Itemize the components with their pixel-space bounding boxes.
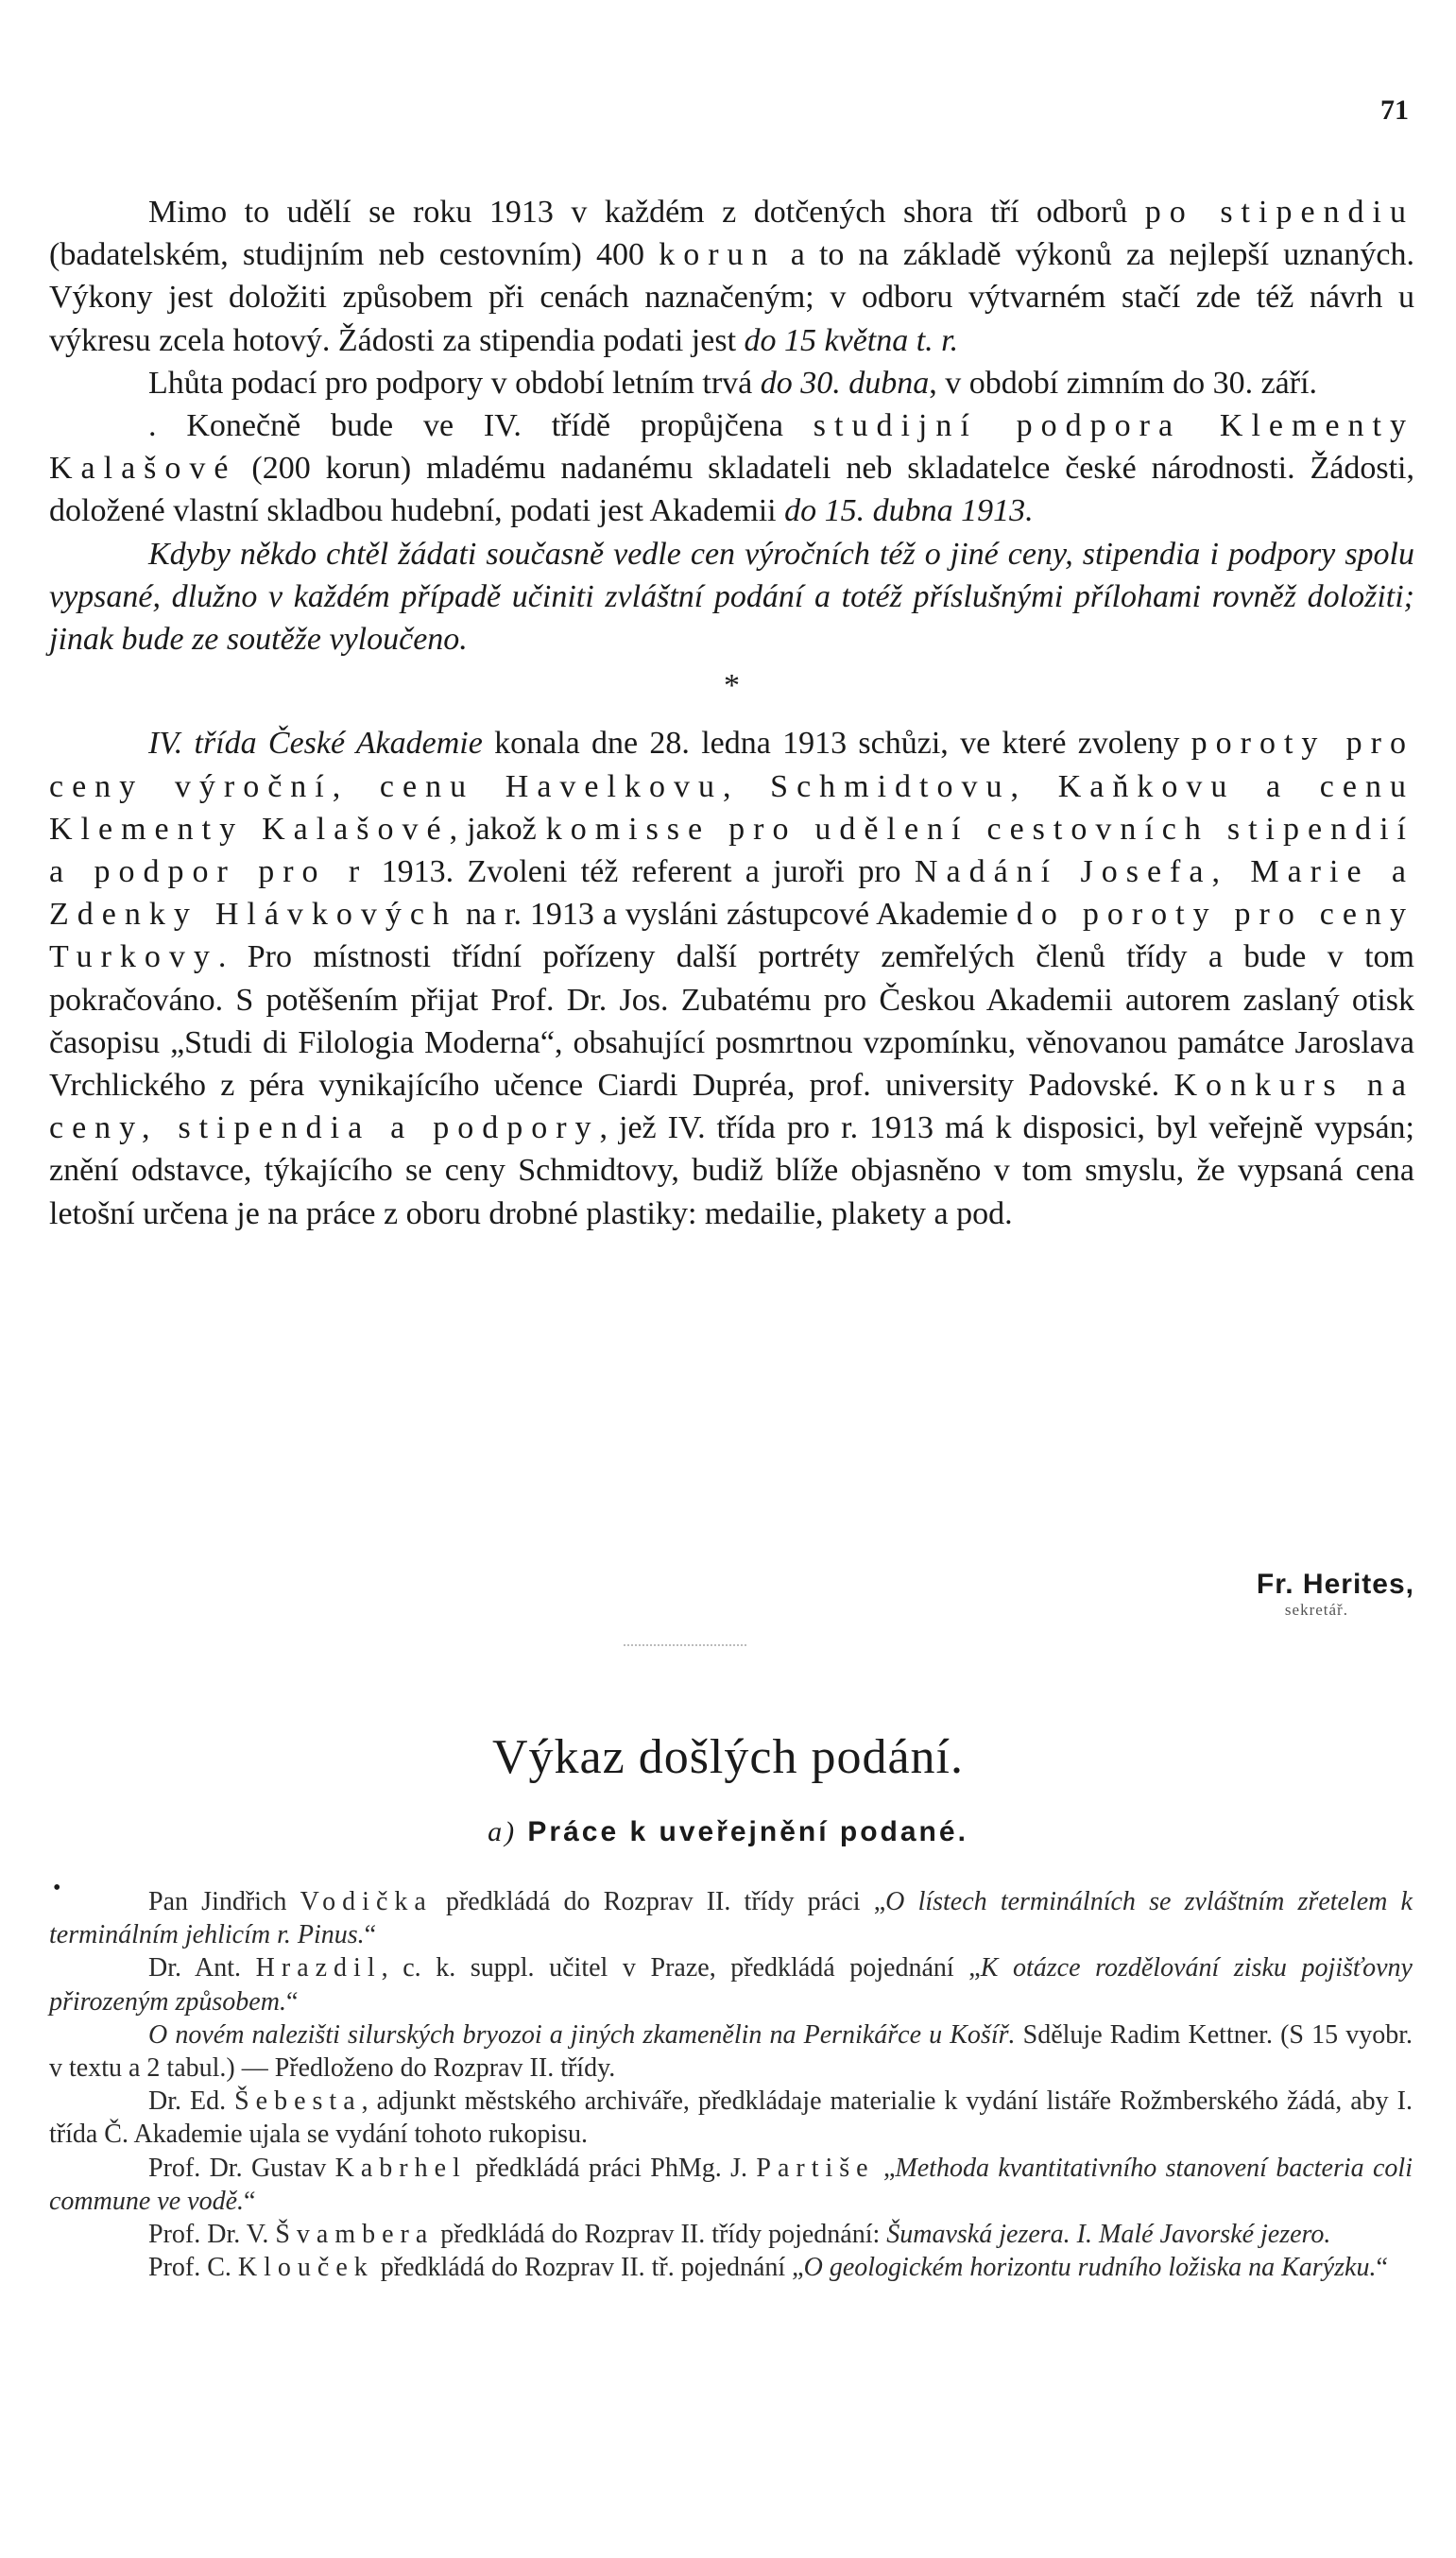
text-span: “ <box>244 2186 256 2216</box>
bullet-dot: • <box>53 1876 61 1900</box>
italic-text: K otázce rozdělování zisku pojišťovny přirozeným způsobem. <box>49 1953 1413 2017</box>
paragraph-stipendium <box>49 191 1414 362</box>
text-span: , v období zimním do 30. září. <box>929 365 1318 401</box>
report-entry <box>49 2085 1413 2151</box>
spaced-text: po stipendiu <box>1144 195 1414 230</box>
text-span: 1913. Zvoleni též referent a juroři pro <box>368 854 915 890</box>
text-span: Lhůta podací pro podpory v období letním trvá <box>148 365 761 401</box>
text-span: Prof. Dr. V. <box>148 2220 276 2250</box>
text-span: „ <box>874 2153 896 2183</box>
italic-text: Kdyby někdo chtěl žádati současně vedle cen výročních též o jiné ceny, stipendia i podpory spolu vypsané, dlužno v každém případě učiniti zvláštní podání a totéž příslušnými přílohami rovněž doložiti; jinak bude ze soutěže vyloučeno. <box>49 536 1414 658</box>
paragraph-study-support <box>49 404 1414 533</box>
announcement-section <box>49 191 1414 1235</box>
italic-text: do 30. dubna <box>760 365 930 401</box>
signature-role: sekretář. <box>1284 1601 1348 1619</box>
report-heading: Výkaz došlých podání. <box>491 1730 964 1784</box>
spaced-text: Hrazdil <box>255 1953 382 1983</box>
text-span: předkládá do Rozprav II. třídy pojednání: <box>434 2220 887 2250</box>
text-span: , adjunkt městského archiváře, předkládaje materialie k vydání listáře Rožmberského žádá, aby I. třída Č. Akademie ujala se vydání tohoto rukopisu. <box>49 2086 1413 2150</box>
text-span: Prof. Dr. Gustav <box>148 2153 335 2183</box>
text-span: (200 korun) mladému nadanému skladateli neb skladatelce české národnosti. Žádosti, doložené vlastní skladbou hudební, podati jest Akademii <box>49 451 1414 529</box>
italic-text: O novém nalezišti silurských bryozoi a jiných zkamenělin na Pernikářce u Košíř. <box>148 2019 1016 2050</box>
spaced-text: Švambera <box>275 2220 435 2250</box>
italic-text: do 15. dubna 1913. <box>784 493 1034 529</box>
report-entry <box>49 2152 1413 2218</box>
text-span: “ <box>1376 2253 1388 2283</box>
report-entries <box>49 1885 1413 2284</box>
subheading-text: Práce k uveřejnění podané. <box>517 1816 968 1847</box>
report-entry <box>49 2018 1413 2085</box>
paragraph-class-meeting <box>49 722 1414 1234</box>
text-span: konala dne 28. ledna 1913 schůzi, ve které zvoleny <box>482 726 1191 762</box>
section-star-separator: * <box>724 668 740 704</box>
text-span: , jakož <box>449 811 546 847</box>
italic-text: Šumavská jezera. I. Malé Javorské jezero. <box>886 2220 1331 2250</box>
spaced-text: korun <box>659 237 777 273</box>
text-span: , jež IV. třída pro r. 1913 má k disposici, byl veřejně vypsán; znění odstavce, týkajícího se ceny Schmidtovy, budiž blíže objasněno v tom smyslu, že vypsaná cena letošní určena je na práce z oboru drobné plastiky: medailie, plakety a pod. <box>49 1110 1415 1231</box>
spaced-text: Konkurs na ceny, stipendia a podpory <box>49 1068 1414 1146</box>
text-span: Mimo to udělí se roku 1913 v každém z dotčených shora tří odborů <box>148 195 1145 230</box>
spaced-text: Kabrhel <box>334 2153 467 2183</box>
text-span: předkládá do Rozprav II. třídy práci „ <box>432 1887 886 1916</box>
italic-text: O lístech terminálních se zvláštním zřetelem k terminálním jehlicím r. Pinus. <box>49 1887 1413 1950</box>
report-entry <box>49 1951 1413 2017</box>
text-span: a to na základě výkonů za nejlepší uznaných. Výkony jest doložiti způsobem při cenách naznačeným; v odboru výtvarném stačí zde též návrh u výkresu zcela hotový. Žádosti za stipendia podati jest <box>49 237 1414 358</box>
signature-block <box>1257 1569 1414 1620</box>
text-span: “ <box>364 1920 377 1950</box>
italic-text: Methoda kvantitativního stanovení bacteria coli commune ve vodě. <box>49 2153 1413 2216</box>
report-entry <box>49 1885 1413 1951</box>
text-span: . Konečně bude ve IV. třídě propůjčena <box>148 408 814 444</box>
italic-text: O geologickém horizontu rudního ložiska na Karýzku. <box>803 2253 1377 2283</box>
text-span: (badatelském, studijním neb cestovním) 400 <box>49 237 659 273</box>
paragraph-note <box>49 533 1414 661</box>
spaced-text: poroty pro ceny výroční, cenu Havelkovu, Schmidtovu, Kaňkovu a cenu Klementy Kalašové <box>49 726 1415 847</box>
spaced-text: komisse pro udělení cestovních stipendií a podpor pro r <box>49 811 1414 890</box>
spaced-text: Šebesta <box>234 2086 362 2117</box>
text-span: na r. 1913 a vysláni zástupcové Akademie <box>457 897 1017 933</box>
text-span: “ <box>285 1986 299 2017</box>
signature-name: Fr. Herites, <box>1256 1569 1414 1600</box>
text-span: Sděluje Radim Kettner. (S 15 vyobr. v textu a 2 tabul.) — Předloženo do Rozprav II. třídy. <box>49 2019 1413 2084</box>
page-number: 71 <box>1380 94 1409 126</box>
text-span: Dr. Ed. <box>148 2086 235 2117</box>
report-entry <box>49 2218 1413 2251</box>
subheading-letter: a) <box>488 1816 518 1847</box>
report-entry <box>49 2251 1413 2284</box>
spaced-text: Klouček <box>237 2253 374 2283</box>
report-subheading <box>0 1816 1456 1848</box>
text-span: Pan Jindřich <box>148 1887 300 1916</box>
spaced-text: studijní podpora Klementy Kalašové <box>49 408 1414 487</box>
text-span: Dr. Ant. <box>148 1953 256 1983</box>
paragraph-deadline <box>49 362 1414 404</box>
divider <box>624 1644 746 1646</box>
text-span: Prof. C. <box>148 2253 238 2283</box>
spaced-text: do poroty pro ceny Turkovy <box>49 897 1414 975</box>
text-span: , c. k. suppl. učitel v Praze, předkládá pojednání „ <box>381 1953 981 1983</box>
spaced-text: Nadání Josefa, Marie a Zdenky Hlávkových <box>49 854 1415 933</box>
text-span: předkládá do Rozprav II. tř. pojednání „ <box>373 2253 804 2283</box>
italic-text: IV. třída České Akademie <box>148 726 483 762</box>
spaced-text: Partiše <box>756 2153 875 2183</box>
spaced-text: Vodička <box>300 1887 433 1916</box>
text-span: předkládá práci PhMg. J. <box>466 2153 757 2183</box>
italic-text: do 15 května t. r. <box>744 322 959 358</box>
text-span: . Pro místnosti třídní pořízeny další portréty zemřelých členů třídy a bude v tom pokračováno. S potěšením přijat Prof. Dr. Jos. Zubatému pro Českou Akademii autorem zaslaný otisk časopisu „Studi di Filologia Moderna“, obsahující posmrtnou vzpomínku, věnovanou památce Jaroslava Vrchlického z péra vynikajícího učence Ciardi Dupréa, prof. university Padovské. <box>49 939 1414 1104</box>
